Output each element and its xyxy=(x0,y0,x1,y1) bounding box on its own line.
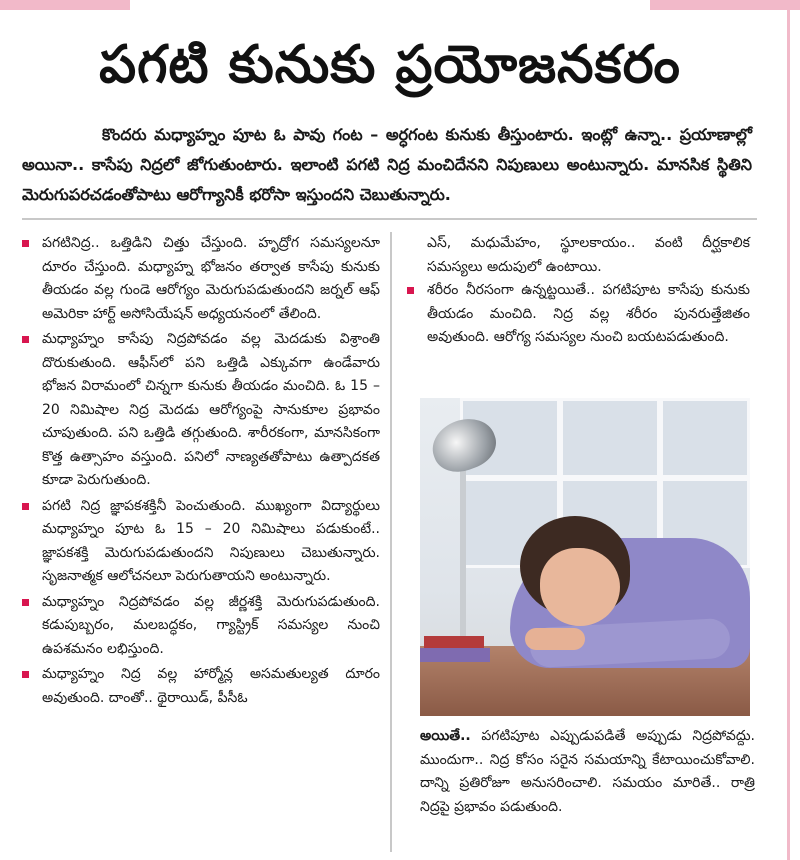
list-item: మధ్యాహ్నం నిద్రపోవడం వల్ల జీర్ణశక్తి మెరుగుపడుతుంది. కడుపుబ్బరం, మలబద్ధకం, గ్యాస్ట్రిక్ సమస్యల నుంచి ఉపశమనం లభిస్తుంది. xyxy=(20,591,380,662)
face xyxy=(540,548,620,626)
list-item-continuation: ఎస్, మధుమేహం, స్థూలకాయం.. వంటి దీర్ఘకాలిక సమస్యలు అదుపులో ఉంటాయి. xyxy=(427,235,750,275)
book xyxy=(420,648,490,662)
bullet-icon xyxy=(22,503,29,510)
top-accent-left xyxy=(0,0,130,10)
list-item: పగటి నిద్ర జ్ఞాపకశక్తినీ పెంచుతుంది. ముఖ్యంగా విద్యార్థులు మధ్యాహ్నం పూట ఓ 15 – 20 నిమిషాలు పడుకుంటే.. జ్ఞాపకశక్తి మెరుగుపడుతుందని నిపుణులు చెబుతున్నారు. సృజనాత్మక ఆలోచనలూ పెరుగుతాయని అంటున్నారు. xyxy=(20,495,380,589)
closing-lead: అయితే.. xyxy=(420,728,471,744)
list-item: మధ్యాహ్నం నిద్ర వల్ల హార్మోన్ల అసమతుల్యత దూరం అవుతుంది. దాంతో.. థైరాయిడ్, పీసీఓ xyxy=(20,663,380,710)
list-item: పగటినిద్ర.. ఒత్తిడిని చిత్తు చేస్తుంది. హృద్రోగ సమస్యలనూ దూరం చేస్తుంది. మధ్యాహ్న భోజనం తర్వాత కాసేపు కునుకు తీయడం వల్ల గుండె ఆరోగ్యం మెరుగుపడుతుందని జర్నల్ ఆఫ్ అమెరికా హార్ట్ అసోసియేషన్ అధ్యయనంలో తేలింది. xyxy=(20,232,380,326)
bullet-icon xyxy=(22,599,29,606)
divider xyxy=(22,218,757,220)
list-item: శరీరం నీరసంగా ఉన్నట్టయితే.. పగటిపూట కాసేపు కునుకు తీయడం మంచిది. నిద్ర వల్ల శరీరం పునరుత్తేజితం అవుతుంది. ఆరోగ్య సమస్యల నుంచి బయటపడుతుంది. xyxy=(405,279,750,350)
closing-paragraph xyxy=(420,725,755,819)
bullet-icon xyxy=(22,336,29,343)
right-column xyxy=(405,232,750,352)
left-column xyxy=(20,232,392,852)
intro-paragraph: కొందరు మధ్యాహ్నం పూట ఓ పావు గంట – అర్ధగంట కునుకు తీస్తుంటారు. ఇంట్లో ఉన్నా.. ప్రయాణాల్లో అయినా.. కాసేపు నిద్రలో జోగుతుంటారు. ఇలాంటి పగటి నిద్ర మంచిదేనని నిపుణులు అంటున్నారు. మానసిక స్థితిని మెరుగుపరచడంతోపాటు ఆరోగ్యానికీ భరోసా ఇస్తుందని చెబుతున్నారు. xyxy=(22,125,752,204)
closing-text: పగటిపూట ఎప్పుడుపడితే అప్పుడు నిద్రపోవద్దు. ముందుగా.. నిద్ర కోసం సరైన సమయాన్ని కేటాయించుకోవాలి. దాన్ని ప్రతిరోజూ అనుసరించాలి. సమయం మారితే.. రాత్రి నిద్రపై ప్రభావం పడుతుంది. xyxy=(420,728,755,815)
headline: పగటి కునుకు ప్రయోజనకరం xyxy=(99,35,681,95)
bullet-icon xyxy=(407,287,414,294)
hand xyxy=(525,628,585,650)
sleeping-woman-photo xyxy=(420,398,750,716)
bullet-icon xyxy=(22,671,29,678)
top-accent-right xyxy=(650,0,800,10)
bullet-icon xyxy=(22,240,29,247)
desk-lamp-arm xyxy=(460,464,466,644)
list-item: మధ్యాహ్నం కాసేపు నిద్రపోవడం వల్ల మెదడుకు విశ్రాంతి దొరుకుతుంది. ఆఫీస్‌లో పని ఒత్తిడి ఎక్కువగా ఉండేవారు భోజన విరామంలో చిన్నగా కునుకు తీయడం మంచిది. ఓ 15 – 20 నిమిషాల నిద్ర మెదడు ఆరోగ్యంపై సానుకూల ప్రభావం చూపుతుంది. పని ఒత్తిడి తగ్గుతుంది. శారీరకంగా, మానసికంగా కొత్త ఉత్సాహం వస్తుంది. పనిలో నాణ్యతతోపాటు ఉత్పాదకత కూడా పెరుగుతుంది. xyxy=(20,328,380,493)
